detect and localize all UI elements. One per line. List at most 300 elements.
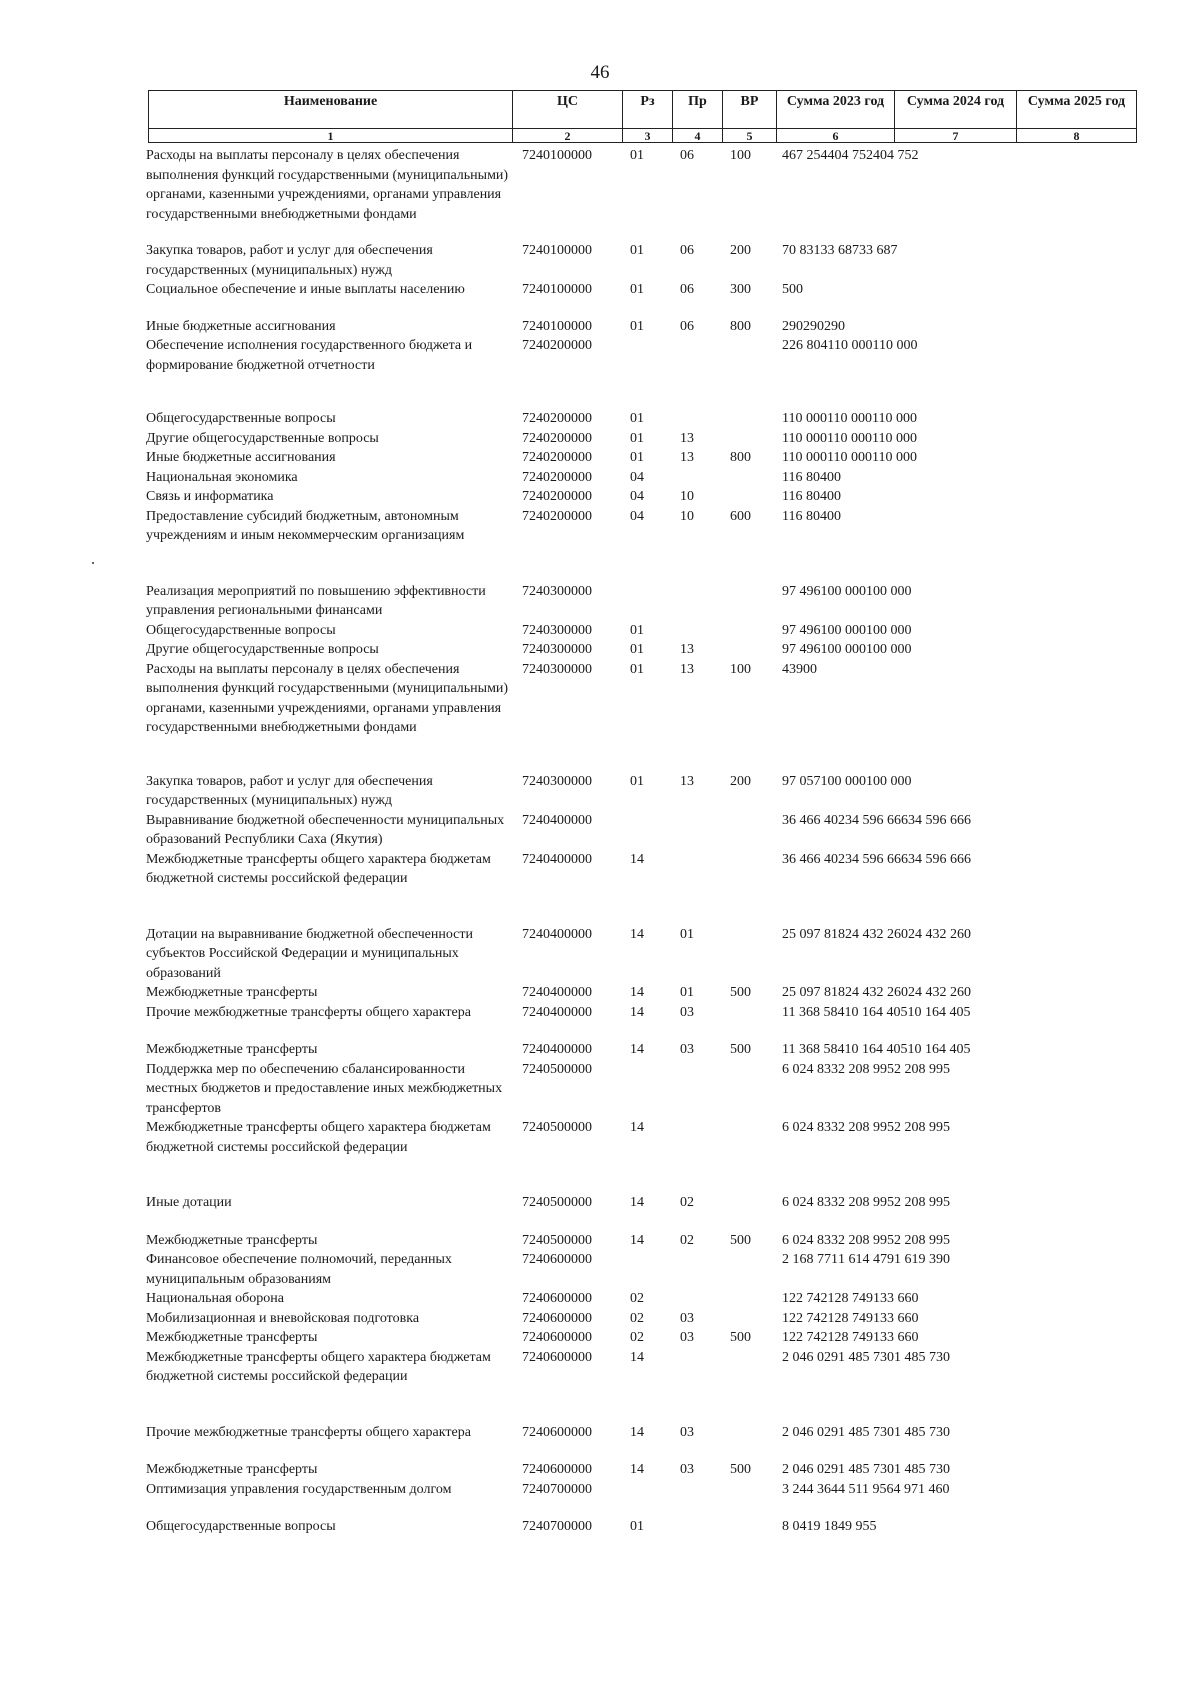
table-row: [146, 1309, 1142, 1329]
row-rz: 14: [630, 1004, 644, 1020]
header-cs: ЦС: [513, 91, 623, 129]
row-rz: 01: [630, 318, 644, 334]
row-rz: 14: [630, 1349, 644, 1365]
row-sum-2024: 0: [826, 469, 834, 485]
table-row: [146, 507, 1142, 546]
row-sum-2025: 10 164 405: [907, 1042, 971, 1057]
row-cs: 7240100000: [522, 243, 592, 258]
row-name: Межбюджетные трансферты: [146, 1462, 318, 1477]
row-vr: [728, 1060, 782, 1119]
row-name: Социальное обеспечение и иные выплаты населению: [146, 282, 465, 297]
row-pr: [678, 1289, 728, 1309]
column-number: 2: [513, 129, 623, 143]
row-pr: 06: [680, 318, 694, 334]
row-cs: 7240200000: [522, 489, 592, 504]
row-vr: 300: [730, 282, 751, 297]
row-pr: 10: [680, 489, 694, 504]
column-number: 8: [1017, 129, 1137, 143]
row-pr: [678, 1118, 728, 1157]
row-sum-2025: 0: [833, 508, 841, 524]
row-sum-2024: 2 208 995: [838, 1061, 894, 1077]
row-cs: 7240400000: [522, 851, 592, 867]
row-sum-2023: 116 804: [782, 469, 827, 485]
row-vr: 800: [730, 450, 751, 465]
row-rz: 01: [630, 450, 644, 465]
row-sum-2025: 110 000: [871, 411, 917, 426]
row-sum-2023: 11 368 584: [782, 1042, 845, 1057]
table-row: [146, 409, 1142, 429]
row-sum-2024: 110 000: [826, 411, 872, 426]
row-pr: 03: [680, 1310, 694, 1326]
column-number: 3: [623, 129, 673, 143]
row-sum-2024: 1 485 730: [838, 1462, 894, 1477]
table-row: [146, 811, 1142, 850]
row-cs: 7240300000: [522, 583, 592, 599]
row-pr: 03: [680, 1042, 694, 1057]
row-name: Межбюджетные трансферты общего характера бюджетам бюджетной системы российской федерации: [146, 1349, 491, 1384]
row-vr: [728, 487, 782, 507]
row-sum-2023: 122 742: [782, 1310, 828, 1326]
row-sum-2025: 404 752: [873, 148, 919, 163]
row-cs: 7240300000: [522, 661, 592, 677]
row-sum-2024: 34 596 666: [845, 812, 908, 828]
row-vr: [728, 409, 782, 429]
row-cs: 7240700000: [522, 1519, 592, 1534]
row-sum-2025: 1 485 730: [894, 1349, 950, 1365]
row-sum-2024: 34 596 666: [845, 851, 908, 867]
row-sum-2024: 2 208 995: [838, 1232, 894, 1248]
table-row: [146, 1003, 1142, 1023]
row-sum-2025: 133 660: [873, 1310, 919, 1326]
row-name: Национальная оборона: [146, 1291, 284, 1306]
row-name: Закупка товаров, работ и услуг для обеспечения государственных (муниципальных) нужд: [146, 773, 433, 808]
table-row: [146, 1480, 1142, 1500]
row-vr: 500: [730, 1232, 751, 1248]
row-pr: 03: [680, 1330, 694, 1345]
row-sum-2025: 0: [833, 489, 841, 504]
row-rz: 01: [630, 148, 644, 163]
row-sum-2025: 9 955: [845, 1519, 877, 1534]
header-vr: ВР: [723, 91, 777, 129]
row-name: Дотации на выравнивание бюджетной обеспеченности субъектов Российской Федерации и муниципальных образований: [146, 926, 473, 981]
row-sum-2024: 33 687: [820, 243, 859, 258]
row-name: Общегосударственные вопросы: [146, 411, 336, 426]
row-pr: 13: [680, 642, 694, 657]
row-name: Другие общегосударственные вопросы: [146, 430, 379, 446]
row-sum-2024: 128 749: [827, 1310, 873, 1326]
row-sum-2025: 100 000: [866, 583, 912, 599]
row-cs: 7240200000: [522, 411, 592, 426]
row-cs: 7240600000: [522, 1252, 592, 1267]
row-rz: 14: [630, 1462, 644, 1477]
row-sum-2025: 110 000: [871, 450, 917, 465]
row-vr: [728, 640, 782, 660]
row-sum-2024: 24 432 260: [845, 926, 908, 942]
row-name: Общегосударственные вопросы: [146, 622, 336, 638]
column-number: 4: [673, 129, 723, 143]
row-name: Связь и информатика: [146, 489, 274, 504]
table-row: [146, 1060, 1142, 1119]
row-sum-2025: 2 208 995: [894, 1232, 950, 1248]
row-sum-2025: 0: [796, 282, 803, 297]
row-sum-2024: 110 000: [827, 338, 873, 353]
table-row: [146, 772, 1142, 811]
row-vr: [728, 582, 782, 621]
header-sum-2025: Сумма 2025 год: [1017, 91, 1137, 129]
row-pr: 03: [680, 1462, 694, 1477]
row-sum-2024: 290: [803, 318, 824, 334]
header-name: Наименование: [149, 91, 513, 129]
row-pr: [678, 409, 728, 429]
row-sum-2025: 2 208 995: [894, 1195, 950, 1210]
row-rz: 14: [630, 1120, 644, 1135]
row-name: Финансовое обеспечение полномочий, переданных муниципальным образованиям: [146, 1252, 452, 1287]
table-row: [146, 660, 1142, 738]
row-pr: [678, 1060, 728, 1119]
table-row: [146, 1460, 1142, 1480]
row-sum-2023: 6 024 833: [782, 1061, 838, 1077]
row-sum-2025: 100 000: [866, 773, 912, 789]
row-pr: 13: [680, 773, 694, 789]
row-rz: 01: [630, 430, 644, 446]
row-rz: [628, 811, 678, 850]
column-number: 6: [777, 129, 895, 143]
row-sum-2023: 97 057: [782, 773, 821, 789]
row-cs: 7240200000: [522, 469, 592, 485]
row-name: Мобилизационная и вневойсковая подготовка: [146, 1310, 420, 1326]
row-rz: [628, 1060, 678, 1119]
row-pr: 03: [680, 1004, 694, 1020]
row-name: Предоставление субсидий бюджетным, автономным учреждениям и иным некоммерческим организациям: [146, 508, 465, 543]
row-sum-2024: 0: [789, 282, 796, 297]
row-cs: 7240600000: [522, 1310, 592, 1326]
row-cs: 7240300000: [522, 622, 592, 638]
row-vr: [728, 1480, 782, 1500]
table-header: [148, 90, 1137, 143]
row-sum-2025: 1 619 390: [894, 1252, 950, 1267]
table-row: [146, 1231, 1142, 1251]
row-rz: 04: [630, 469, 644, 485]
row-pr: [678, 1517, 728, 1537]
page-number: 46: [590, 62, 610, 83]
row-sum-2023: 110 000: [782, 450, 827, 465]
row-cs: 7240100000: [522, 148, 592, 163]
row-rz: 14: [630, 1195, 644, 1210]
header-sum-2024: Сумма 2024 год: [895, 91, 1017, 129]
table-row: [146, 621, 1142, 641]
row-cs: 7240400000: [522, 1042, 592, 1057]
table-row: [146, 1328, 1142, 1348]
row-sum-2025: 100 000: [866, 642, 912, 657]
row-vr: [728, 1309, 782, 1329]
row-sum-2023: 36 466 402: [782, 851, 845, 867]
row-sum-2024: 100 000: [820, 642, 866, 657]
row-sum-2024: 2 208 995: [838, 1120, 894, 1135]
column-number: 1: [149, 129, 513, 143]
row-name: Реализация мероприятий по повышению эффективности управления региональными финансами: [146, 583, 486, 618]
table-row: [146, 983, 1142, 1003]
table-row: [146, 640, 1142, 660]
table-row: [146, 336, 1142, 375]
row-pr: [678, 1480, 728, 1500]
row-name: Межбюджетные трансферты: [146, 1232, 318, 1248]
row-name: Расходы на выплаты персоналу в целях обеспечения выполнения функций государственными (муниципальными) органами, казенными учреждениями, органами управления государственными внебюджетными фондами: [146, 148, 509, 222]
row-sum-2024: 0: [826, 508, 834, 524]
row-rz: 14: [630, 1232, 644, 1248]
row-vr: 200: [730, 773, 751, 789]
row-sum-2024: 1 485 730: [838, 1424, 894, 1440]
row-sum-2023: 97 496: [782, 583, 821, 599]
row-pr: [678, 1348, 728, 1387]
row-sum-2025: 110 000: [871, 430, 917, 446]
table-row: [146, 241, 1142, 280]
row-sum-2023: 122 742: [782, 1330, 828, 1345]
row-pr: 13: [680, 661, 694, 677]
row-cs: 7240100000: [522, 318, 592, 334]
row-vr: [728, 925, 782, 984]
row-vr: [728, 336, 782, 375]
row-sum-2025: 4 971 460: [893, 1481, 950, 1497]
row-name: Расходы на выплаты персоналу в целях обеспечения выполнения функций государственными (муниципальными) органами, казенными учреждениями, органами управления государственными внебюджетными фондами: [146, 661, 509, 735]
row-pr: 02: [680, 1232, 694, 1248]
row-vr: [728, 1423, 782, 1443]
row-rz: 01: [630, 243, 644, 258]
row-vr: 500: [730, 1462, 751, 1477]
row-name: Межбюджетные трансферты: [146, 985, 318, 1000]
row-rz: 01: [630, 773, 644, 789]
row-sum-2023: 467 254: [782, 148, 828, 163]
row-vr: [728, 621, 782, 641]
row-rz: 14: [630, 1042, 644, 1057]
table-body: [146, 146, 1142, 1537]
row-cs: 7240600000: [522, 1291, 592, 1306]
row-name: Прочие межбюджетные трансферты общего характера: [146, 1424, 471, 1440]
row-name: Иные бюджетные ассигнования: [146, 318, 336, 334]
row-pr: 01: [680, 926, 694, 942]
row-sum-2024: 4 511 956: [838, 1481, 894, 1497]
row-rz: 14: [630, 851, 644, 867]
row-name: Другие общегосударственные вопросы: [146, 642, 379, 657]
row-cs: 7240500000: [522, 1120, 592, 1135]
row-sum-2023: 2 046 029: [782, 1462, 838, 1477]
row-sum-2023: 2 168 771: [782, 1252, 838, 1267]
row-sum-2023: 6 024 833: [782, 1232, 838, 1248]
row-name: Иные бюджетные ассигнования: [146, 450, 336, 465]
row-sum-2025: 0: [833, 469, 841, 485]
row-vr: [728, 850, 782, 889]
row-vr: [728, 1118, 782, 1157]
row-sum-2024: 0: [826, 489, 834, 504]
row-rz: 02: [630, 1330, 644, 1345]
row-sum-2024: 100 000: [820, 773, 866, 789]
row-name: Обеспечение исполнения государственного бюджета и формирование бюджетной отчетности: [146, 338, 473, 373]
row-sum-2023: 25 097 818: [782, 926, 845, 942]
row-rz: 01: [630, 411, 644, 426]
row-sum-2023: 25 097 818: [782, 985, 845, 1000]
row-sum-2024: 10 164 405: [844, 1042, 908, 1057]
row-vr: [728, 1517, 782, 1537]
row-pr: 10: [680, 508, 694, 524]
row-cs: 7240200000: [522, 430, 592, 446]
row-sum-2025: 33 687: [859, 243, 898, 258]
row-cs: 7240400000: [522, 926, 592, 942]
row-sum-2023: 116 804: [782, 508, 827, 524]
row-vr: 500: [730, 985, 751, 1000]
row-name: Прочие межбюджетные трансферты общего характера: [146, 1004, 471, 1020]
row-sum-2025: 2 208 995: [894, 1120, 950, 1135]
row-rz: 14: [630, 926, 644, 942]
row-sum-2024: 128 749: [827, 1291, 873, 1306]
row-pr: [678, 621, 728, 641]
row-vr: 100: [730, 148, 751, 163]
row-cs: 7240700000: [522, 1481, 592, 1497]
row-rz: 14: [630, 1424, 644, 1440]
row-pr: 02: [680, 1195, 694, 1210]
row-sum-2023: 2 046 029: [782, 1349, 838, 1365]
row-sum-2023: 122 742: [782, 1291, 828, 1306]
row-sum-2025: 100 000: [866, 622, 912, 638]
row-rz: 02: [630, 1291, 644, 1306]
row-pr: 06: [680, 243, 694, 258]
row-sum-2023: 3 244 364: [782, 1481, 838, 1497]
table-row: [146, 146, 1142, 224]
row-vr: [728, 1289, 782, 1309]
row-sum-2023: 5: [782, 282, 789, 297]
row-sum-2024: 100 000: [820, 583, 866, 599]
row-pr: 13: [680, 450, 694, 465]
row-cs: 7240600000: [522, 1424, 592, 1440]
row-sum-2023: 11 368 584: [782, 1004, 845, 1020]
column-number: 7: [895, 129, 1017, 143]
row-rz: 04: [630, 489, 644, 504]
row-rz: 04: [630, 508, 644, 524]
header-pr: Пр: [673, 91, 723, 129]
row-cs: 7240200000: [522, 450, 592, 465]
column-number: 5: [723, 129, 777, 143]
row-name: Оптимизация управления государственным долгом: [146, 1481, 452, 1497]
row-cs: 7240500000: [522, 1232, 592, 1248]
row-rz: [628, 582, 678, 621]
row-rz: [628, 1480, 678, 1500]
row-cs: 7240400000: [522, 1004, 592, 1020]
row-sum-2024: 128 749: [827, 1330, 873, 1345]
row-pr: [678, 850, 728, 889]
row-sum-2025: 133 660: [873, 1291, 919, 1306]
table-row: [146, 448, 1142, 468]
row-name: Выравнивание бюджетной обеспеченности муниципальных образований Республики Саха (Якутия): [146, 812, 505, 847]
row-pr: 06: [680, 282, 694, 297]
row-sum-2025: 290: [824, 318, 845, 334]
row-cs: 7240200000: [522, 508, 592, 524]
row-pr: 06: [680, 148, 694, 163]
row-vr: [728, 429, 782, 449]
table-row: [146, 1193, 1142, 1213]
row-name: Иные дотации: [146, 1195, 232, 1210]
row-sum-2023: 6 024 833: [782, 1195, 838, 1210]
table-row: [146, 1250, 1142, 1289]
row-sum-2023: 116 804: [782, 489, 827, 504]
row-sum-2024: 404 752: [827, 148, 873, 163]
row-cs: 7240300000: [522, 642, 592, 657]
row-sum-2024: 110 000: [826, 450, 872, 465]
row-pr: 01: [680, 985, 694, 1000]
row-rz: 02: [630, 1310, 644, 1326]
row-rz: [628, 336, 678, 375]
row-vr: 800: [730, 318, 751, 334]
row-name: Межбюджетные трансферты общего характера бюджетам бюджетной системы российской федерации: [146, 851, 491, 886]
row-sum-2025: 1 485 730: [894, 1424, 950, 1440]
row-vr: [728, 1348, 782, 1387]
table-row: [146, 1517, 1142, 1537]
row-rz: 01: [630, 622, 644, 638]
row-name: Закупка товаров, работ и услуг для обеспечения государственных (муниципальных) нужд: [146, 243, 433, 278]
row-sum-2023: 70 831: [782, 243, 821, 258]
row-cs: 7240200000: [522, 338, 592, 353]
row-pr: 13: [680, 430, 694, 446]
row-sum-2023: 8 041: [782, 1519, 814, 1534]
header-sum-2023: Сумма 2023 год: [777, 91, 895, 129]
row-vr: [728, 1250, 782, 1289]
row-sum-2024: 2 208 995: [838, 1195, 894, 1210]
row-vr: [728, 811, 782, 850]
row-cs: 7240600000: [522, 1330, 592, 1345]
row-sum-2024: 9 184: [813, 1519, 845, 1534]
table-row: [146, 1289, 1142, 1309]
row-sum-2023: 439: [782, 661, 803, 677]
row-cs: 7240500000: [522, 1195, 592, 1210]
row-sum-2025: 34 596 666: [908, 851, 971, 867]
row-pr: [678, 336, 728, 375]
table-row: [146, 487, 1142, 507]
row-sum-2023: 2 046 029: [782, 1424, 838, 1440]
table-row: [146, 1348, 1142, 1387]
row-pr: [678, 811, 728, 850]
row-name: Общегосударственные вопросы: [146, 1519, 336, 1534]
row-name: Поддержка мер по обеспечению сбалансированности местных бюджетов и предоставление иных межбюджетных трансфертов: [146, 1061, 503, 1116]
table-row: [146, 850, 1142, 889]
row-sum-2025: 10 164 405: [907, 1004, 971, 1020]
table-row: [146, 468, 1142, 488]
row-sum-2023: 97 496: [782, 642, 821, 657]
row-sum-2024: 1 614 479: [838, 1252, 894, 1267]
row-cs: 7240100000: [522, 282, 592, 297]
row-sum-2025: 0: [810, 661, 817, 677]
row-cs: 7240600000: [522, 1349, 592, 1365]
row-vr: [728, 1193, 782, 1213]
row-sum-2025: 133 660: [873, 1330, 919, 1345]
row-sum-2025: 24 432 260: [908, 926, 971, 942]
row-cs: 7240500000: [522, 1061, 592, 1077]
header-rz: Рз: [623, 91, 673, 129]
row-vr: 500: [730, 1330, 751, 1345]
row-cs: 7240300000: [522, 773, 592, 789]
table-row: [146, 925, 1142, 984]
row-pr: [678, 582, 728, 621]
row-sum-2023: 110 000: [782, 411, 827, 426]
table-row: [146, 429, 1142, 449]
row-cs: 7240400000: [522, 812, 592, 828]
row-name: Межбюджетные трансферты: [146, 1330, 318, 1345]
row-sum-2023: 97 496: [782, 622, 821, 638]
row-name: Межбюджетные трансферты общего характера бюджетам бюджетной системы российской федерации: [146, 1120, 491, 1155]
row-vr: [728, 1003, 782, 1023]
table-row: [146, 582, 1142, 621]
row-sum-2025: 2 208 995: [894, 1061, 950, 1077]
row-sum-2024: 10 164 405: [844, 1004, 908, 1020]
row-vr: 600: [730, 508, 751, 524]
row-rz: 01: [630, 642, 644, 657]
row-rz: 01: [630, 282, 644, 297]
